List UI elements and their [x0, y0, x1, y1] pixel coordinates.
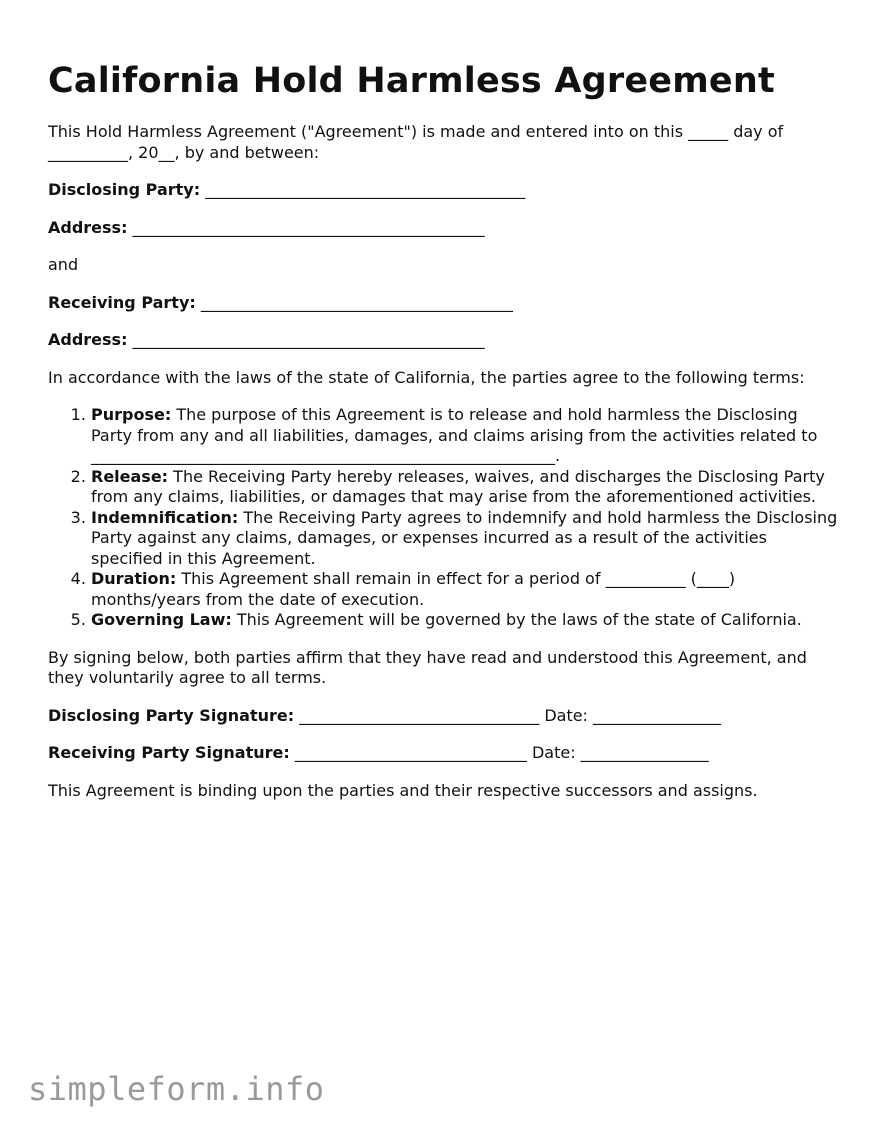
disclosing-party-field	[48, 180, 838, 201]
affirmation-paragraph: By signing below, both parties affirm that they have read and understood this Agreement, and they voluntarily agree to all terms.	[48, 647, 807, 687]
intro-paragraph: This Hold Harmless Agreement ("Agreement") is made and entered into on this _____ day of __________, 20__, by and between:	[48, 122, 784, 162]
receiving-party-field	[48, 293, 838, 314]
disclosing-address-blank[interactable]: ____________________________________________	[127, 217, 485, 237]
term-item-governing-law	[91, 610, 838, 631]
disclosing-party-blank[interactable]: ________________________________________	[200, 180, 526, 199]
receiving-signature-label: Receiving Party Signature:	[48, 743, 290, 762]
receiving-party-label: Receiving Party:	[48, 292, 196, 312]
term-text: The Receiving Party agrees to indemnify and hold harmless the Disclosing Party against any claims, damages, or expenses incurred as a result of the activities specified in this Agreement.	[91, 507, 838, 568]
term-item-release	[91, 467, 838, 508]
disclosing-party-label: Disclosing Party:	[48, 180, 201, 199]
receiving-signature-blank[interactable]: _____________________________ Date: ________________	[289, 743, 709, 762]
term-heading: Duration:	[91, 569, 177, 588]
document-page	[48, 58, 838, 818]
term-heading: Indemnification:	[91, 507, 239, 527]
term-text: The Receiving Party hereby releases, waives, and discharges the Disclosing Party from any claims, liabilities, or damages that may arise from the aforementioned activities.	[91, 466, 825, 506]
term-text: This Agreement shall remain in effect for a period of __________ (____) months/years from the date of execution.	[91, 569, 736, 609]
disclosing-signature-blank[interactable]: ______________________________ Date: ________________	[294, 705, 722, 725]
receiving-address-field	[48, 330, 838, 351]
term-text: This Agreement will be governed by the laws of the state of California.	[231, 610, 802, 629]
closing-paragraph: This Agreement is binding upon the parties and their respective successors and assigns.	[48, 780, 758, 800]
disclosing-signature-label: Disclosing Party Signature:	[48, 705, 295, 725]
document-title: California Hold Harmless Agreement	[48, 61, 775, 101]
disclosing-address-label: Address:	[48, 217, 128, 237]
disclosing-address-field	[48, 218, 838, 239]
term-text: The purpose of this Agreement is to release and hold harmless the Disclosing Party from any and all liabilities, damages, and claims arising from the activities related to __________________________________________________________.	[91, 405, 818, 465]
receiving-party-blank[interactable]: _______________________________________	[195, 292, 513, 312]
disclosing-signature-field	[48, 706, 838, 727]
receiving-address-blank[interactable]: ____________________________________________	[127, 330, 485, 349]
term-heading: Purpose:	[91, 405, 172, 424]
term-heading: Release:	[91, 466, 169, 486]
term-heading: Governing Law:	[91, 610, 232, 629]
term-item-indemnification	[91, 508, 838, 570]
term-item-purpose	[91, 405, 838, 467]
terms-intro: In accordance with the laws of the state of California, the parties agree to the following terms:	[48, 367, 805, 387]
term-item-duration	[91, 569, 838, 610]
and-text: and	[48, 255, 79, 274]
receiving-address-label: Address:	[48, 330, 128, 349]
terms-list	[48, 405, 838, 631]
watermark-text: simpleform.info	[28, 1070, 325, 1108]
receiving-signature-field	[48, 743, 838, 764]
